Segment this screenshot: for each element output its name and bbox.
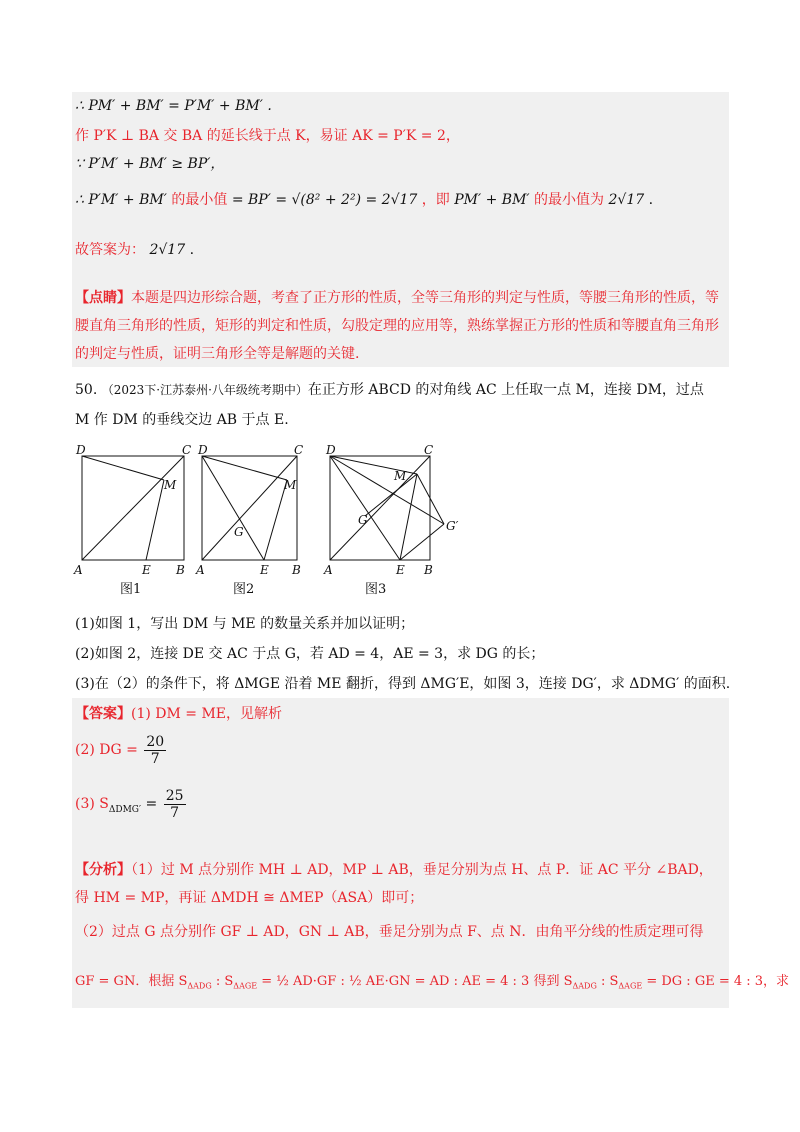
expr: ∴ P′M′ + BM′ <box>75 192 167 208</box>
p3-e: = DG : GE = 4 : 3，求 <box>642 974 790 989</box>
label-C: C <box>182 444 192 457</box>
solution-line-3: ∵ P′M′ + BM′ ≥ BP′， <box>75 156 225 172</box>
p3-s2: ΔAGE <box>233 981 258 991</box>
label-E: E <box>142 563 151 577</box>
analysis-label: 【分析】 <box>75 862 131 878</box>
analysis-paragraph-3 <box>75 972 789 997</box>
label-D: D <box>198 444 208 457</box>
answer-2-prefix: (2) DG = <box>75 742 138 758</box>
label-E: E <box>260 563 269 577</box>
fraction-20-7: $\frac{20}{7}$ <box>146 733 165 767</box>
label-B: B <box>424 563 433 577</box>
solution-line-4 <box>75 190 653 210</box>
question-stem-2: M 作 DM 的垂线交边 AB 于点 E. <box>75 412 289 428</box>
answer-3-eq: = <box>141 796 158 812</box>
answer-end: . <box>189 242 195 258</box>
question-stem-1 <box>75 380 704 400</box>
p3-b: : S <box>211 974 234 989</box>
answer-3-sub: ΔDMG′ <box>108 804 142 815</box>
answer-3-prefix: (3) S <box>75 796 109 812</box>
comment-label: 【点睛】 <box>75 290 131 306</box>
analysis-p1: （1）过 M 点分别作 MH ⊥ AD，MP ⊥ AB，垂足分别为点 H、点 P．证 AC 平分 ∠BAD，得 HM = MP，再证 ΔMDH ≅ ΔMEP（ASA）即可； <box>75 862 713 906</box>
p3-s1: ΔADG <box>187 981 212 991</box>
figure-caption-1: 图1 <box>120 582 142 597</box>
sub-question-3: (3)在（2）的条件下，将 ΔMGE 沿着 ME 翻折，得到 ΔMG′E，如图 3，连接 DG′，求 ΔDMG′ 的面积. <box>75 676 731 692</box>
p3-a: GF = GN．根据 S <box>75 974 188 989</box>
analysis-paragraph-1 <box>75 856 725 912</box>
sub-question-1: (1)如图 1，写出 DM 与 ME 的数量关系并加以证明； <box>75 616 415 632</box>
stem-text: 在正方形 ABCD 的对角线 AC 上任取一点 M，连接 DM，过点 <box>307 382 704 398</box>
text: . <box>648 192 654 208</box>
label-G: G <box>358 513 368 527</box>
answer-2 <box>75 732 168 768</box>
label-C: C <box>294 444 304 457</box>
label-M: M <box>284 478 297 492</box>
question-number: 50. <box>75 382 98 398</box>
p3-s4: ΔAGE <box>618 981 643 991</box>
label-M: M <box>164 478 177 492</box>
label-B: B <box>176 563 185 577</box>
label-M: M <box>394 469 407 483</box>
text: ，即 <box>421 192 450 208</box>
answer-value: 2√17 <box>149 242 186 258</box>
figure-3 <box>330 456 444 560</box>
geometry-figures <box>72 444 472 584</box>
text: 的最小值为 <box>534 192 605 208</box>
answer-label: 故答案为： <box>75 242 145 258</box>
figure-2 <box>202 456 297 560</box>
expr: PM′ + BM′ <box>454 192 530 208</box>
p3-d: : S <box>596 974 619 989</box>
label-B: B <box>292 563 301 577</box>
text: 的最小值 <box>171 192 228 208</box>
figure-caption-2: 图2 <box>233 582 255 597</box>
answer-label: 【答案】 <box>75 706 131 722</box>
figure-1 <box>82 456 184 560</box>
label-G: G <box>234 525 244 539</box>
figure-caption-3: 图3 <box>365 582 387 597</box>
label-A: A <box>324 563 333 577</box>
p3-c: = ½ AD·GF : ½ AE·GN = AD : AE = 4 : 3 得到 S <box>257 974 573 989</box>
solution-line-2: 作 P′K ⊥ BA 交 BA 的延长线于点 K，易证 AK = P′K = 2， <box>75 128 460 144</box>
label-A: A <box>196 563 205 577</box>
label-D: D <box>76 444 86 457</box>
label-E: E <box>396 563 405 577</box>
expr: 2√17 <box>608 192 645 208</box>
answer-1-text: (1) DM = ME，见解析 <box>131 706 283 722</box>
answer-line <box>75 240 194 260</box>
sub-question-2: (2)如图 2，连接 DE 交 AC 于点 G，若 AD = 4，AE = 3，求 DG 的长； <box>75 646 545 662</box>
label-C: C <box>424 444 434 457</box>
p3-s3: ΔADG <box>572 981 597 991</box>
expr: = BP′ = √(8² + 2²) = 2√17 <box>231 192 418 208</box>
label-A: A <box>74 563 83 577</box>
fraction-25-7: $\frac{25}{7}$ <box>165 787 184 821</box>
solution-line-1: ∴ PM′ + BM′ = P′M′ + BM′ . <box>75 98 272 114</box>
comment-text: 本题是四边形综合题，考查了正方形的性质，全等三角形的判定与性质，等腰三角形的性质，等腰直角三角形的性质，矩形的判定和性质，勾股定理的应用等，熟练掌握正方形的性质和等腰直角三角形的判定与性质，证明三角形全等是解题的关键. <box>75 290 719 362</box>
question-source: （2023下·江苏泰州·八年级统考期中） <box>101 383 308 397</box>
answer-analysis-box <box>72 698 729 1008</box>
comment-paragraph <box>75 284 725 368</box>
label-D: D <box>326 444 336 457</box>
label-G-prime: G′ <box>446 519 459 533</box>
analysis-paragraph-2: （2）过点 G 点分别作 GF ⊥ AD，GN ⊥ AB，垂足分别为点 F、点 N．由角平分线的性质定理可得 <box>75 924 704 940</box>
answer-1 <box>75 704 282 724</box>
answer-3 <box>75 786 188 828</box>
